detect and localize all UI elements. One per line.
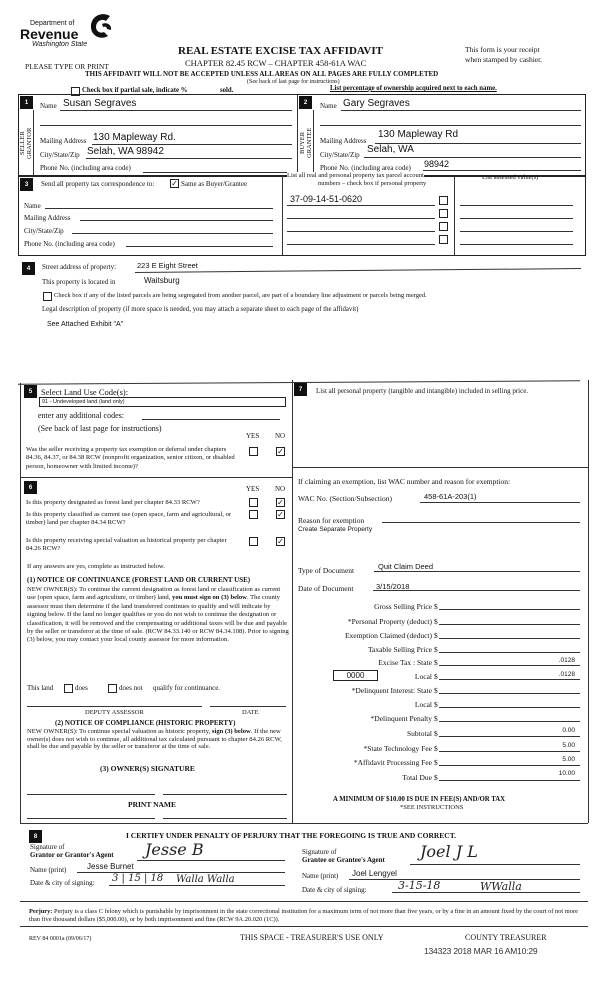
- minimum-due-note: A MINIMUM OF $10.00 IS DUE IN FEE(S) AND/OR TAX: [333, 796, 506, 803]
- fee-line-state-tech[interactable]: [439, 751, 580, 752]
- segregated-checkbox[interactable]: [43, 292, 52, 301]
- seller-name-label: Name: [40, 102, 57, 110]
- corr-city-line[interactable]: [72, 233, 273, 234]
- parcel-line-2[interactable]: [287, 218, 435, 219]
- grantor-sig-label-2: Grantor or Grantor's Agent: [30, 851, 114, 859]
- section-5-badge: 5: [24, 385, 37, 398]
- located-in-value[interactable]: Waitsburg: [144, 276, 180, 285]
- land-use-label: Select Land Use Code(s):: [41, 387, 129, 397]
- s6-question-1: Is this property designated as forest land per chapter 84.33 RCW?: [26, 499, 200, 506]
- notice2-text-b: . If the new owner(s) does not wish to continue, all additional tax calculated pursuant to chapter 84.26 RCW, shall be due and payable by the seller or transferor at the time of sale.: [27, 728, 282, 751]
- legal-description-label: Legal description of property (if more space is needed, you may attach a separate sheet to each page of the affidavit): [42, 306, 359, 313]
- fee-value-excise-local: .0128: [558, 671, 575, 678]
- seller-phone-line: [143, 172, 292, 173]
- qualify-label: qualify for continuance.: [153, 684, 221, 692]
- notice2-bold: sign (3) below: [211, 728, 251, 735]
- reason-label: Reason for exemption: [298, 516, 365, 525]
- grantee-name-line: [349, 879, 580, 880]
- fee-label-delinq-interest-local: Local: [414, 700, 432, 709]
- seller-name-field[interactable]: Susan Segraves: [63, 98, 137, 109]
- corr-name-label: Name: [24, 202, 41, 210]
- buyer-phone-line: [423, 170, 581, 171]
- fee-label-total-due: Total Due: [402, 773, 432, 782]
- additional-codes-line[interactable]: [142, 419, 280, 420]
- dor-swirl-logo-icon: [88, 12, 114, 40]
- s5-no-header: NO: [275, 432, 286, 440]
- notice2-text-a: NEW OWNER(S): To continue special valuation as historic property,: [27, 728, 211, 735]
- logo-line1: Department of: [30, 20, 75, 27]
- local-code-box[interactable]: [333, 670, 378, 681]
- fee-label-gross: Gross Selling Price: [374, 602, 432, 611]
- footer-mid-rule: [20, 926, 588, 927]
- corr-phone-line[interactable]: [126, 246, 273, 247]
- deputy-date-line[interactable]: [210, 706, 286, 707]
- fee-line-personal[interactable]: [439, 624, 580, 625]
- grantor-city-value[interactable]: Walla Walla: [176, 874, 235, 885]
- fee-label-delinq-interest-state: *Delinquent Interest: State: [351, 686, 432, 695]
- receipt-note-2: when stamped by cashier.: [465, 55, 543, 64]
- seller-city-line: [86, 158, 292, 159]
- logo-line2: Revenue: [20, 26, 79, 42]
- dollar-sign: $: [434, 773, 438, 782]
- dor-logo: [20, 12, 120, 52]
- fee-line-exemption[interactable]: [439, 638, 580, 639]
- land-use-value: 91 - Undeveloped land (land only): [42, 399, 125, 405]
- buyer-city-label: City/State/Zip: [320, 151, 360, 159]
- notice1-text-a: NEW OWNER(S): To continue the current designation as forest land or classification as current use (open space, farm and agriculture, or timber) land,: [27, 586, 281, 602]
- local-code-value: 0000: [346, 671, 365, 680]
- assessed-line-2[interactable]: [460, 218, 573, 219]
- buyer-label: BUYER: [299, 131, 306, 155]
- treasurer-stamp: 134323 2018 MAR 16 AM10:29: [424, 946, 538, 956]
- parcel-line-1: [287, 205, 435, 206]
- street-address-label: Street address of property:: [42, 263, 117, 271]
- print-name-label: PRINT NAME: [128, 800, 176, 809]
- this-land-label: This land: [27, 684, 54, 692]
- s6-q3-yes-checkbox[interactable]: [249, 537, 258, 546]
- buyer-mailing-label: Mailing Address: [320, 137, 367, 145]
- partial-sale-label: Check box if partial sale, indicate %: [82, 87, 188, 94]
- buyer-phone-label: Phone No. (including area code): [320, 164, 411, 172]
- located-in-label: This property is located in: [42, 278, 116, 286]
- exemption-intro: If claiming an exemption, list WAC number and reason for exemption:: [298, 477, 511, 486]
- s6-question-3: Is this property receiving special valuation as historical property per chapter 84.26 RCW?: [26, 537, 227, 553]
- see-back-note: (See back of last page for instructions): [247, 79, 340, 85]
- dollar-sign: $: [434, 645, 438, 654]
- fee-line-delinq-penalty[interactable]: [439, 721, 580, 722]
- parcel-personal-checkbox-3[interactable]: [439, 222, 448, 231]
- wac-label: WAC No. (Section/Subsection): [298, 494, 392, 503]
- fee-label-processing: *Affidavit Processing Fee: [353, 758, 432, 767]
- fee-line-subtotal[interactable]: [439, 736, 580, 737]
- assessed-line-4[interactable]: [460, 244, 573, 245]
- fee-line-taxable[interactable]: [439, 652, 580, 653]
- doc-date-line: [373, 590, 580, 591]
- land-does-not-label: does not: [119, 684, 143, 692]
- fee-line-processing[interactable]: [439, 765, 580, 766]
- perjury-text: Perjury is a class C felony which is punishable by imprisonment in the state correctional institution for a maximum term of not more than five years, or by a fine in an amount fixed by the court of not more than five thousand dollars ($5,000.00), or by both imprisonment and fine (RCW 9A.20.020 (1C)).: [29, 908, 578, 923]
- s6-yes-header: YES: [246, 485, 260, 493]
- seller-mailing-field[interactable]: 130 Mapleway Rd.: [93, 132, 176, 143]
- fee-line-delinq-interest-state[interactable]: [439, 693, 580, 694]
- segregated-label: Check box if any of the listed parcels are being segregated from another parcel, are part of a boundary line adjustment or parcels being merged.: [54, 292, 427, 299]
- personal-property-label: List all personal property (tangible and intangible) included in selling price.: [316, 387, 529, 395]
- s6-q1-yes-checkbox[interactable]: [249, 498, 258, 507]
- parcel-personal-checkbox-4[interactable]: [439, 235, 448, 244]
- fee-label-excise-state: Excise Tax : State: [378, 658, 432, 667]
- dollar-sign: $: [434, 758, 438, 767]
- dollar-sign: $: [434, 714, 438, 723]
- s6-q3-no-checkbox[interactable]: ✓: [277, 537, 284, 546]
- fee-value-processing: 5.00: [562, 756, 575, 763]
- section-7-badge: 7: [294, 383, 307, 396]
- parcel-line-4[interactable]: [287, 244, 435, 245]
- section-5-6-divider: [20, 477, 292, 478]
- grantor-name-field[interactable]: Jesse Burnet: [87, 862, 134, 871]
- s5-yes-header: YES: [246, 432, 260, 440]
- certify-statement: I CERTIFY UNDER PENALTY OF PERJURY THAT THE FOREGOING IS TRUE AND CORRECT.: [126, 831, 457, 840]
- exemption-question: Was the seller receiving a property tax exemption or deferral under chapters 84.36, 84.37, or 84.38 RCW (nonprofit organization, senior citizen, or disabled person, homeowner with limited income)?: [26, 446, 235, 470]
- fee-label-subtotal: Subtotal: [406, 729, 432, 738]
- section-6-badge: 6: [24, 481, 37, 494]
- legal-description-value[interactable]: See Attached Exhibit "A": [47, 321, 124, 328]
- corr-phone-label: Phone No. (including area code): [24, 240, 115, 248]
- grantee-city-value[interactable]: WWalla: [480, 880, 522, 893]
- grantor-name-line: [77, 872, 285, 873]
- dollar-sign: $: [434, 729, 438, 738]
- buyer-city-field[interactable]: Selah, WA: [367, 144, 414, 155]
- parcel-assessed-divider: [454, 176, 455, 256]
- buyer-city-line: [364, 157, 581, 158]
- corr-mailing-label: Mailing Address: [24, 214, 71, 222]
- parcel-header-1: List all real and personal property tax parcel account: [287, 172, 424, 179]
- dollar-sign: $: [434, 700, 438, 709]
- dollar-sign: $: [434, 744, 438, 753]
- wac-field[interactable]: 458-61A-203(1): [424, 492, 477, 501]
- grantor-date-value[interactable]: 3 | 15 | 18: [112, 873, 164, 884]
- see-instructions-note: *SEE INSTRUCTIONS: [400, 804, 464, 811]
- section-2-badge: 2: [299, 96, 312, 109]
- seller-mailing-line: [92, 144, 292, 145]
- print-name-line-1[interactable]: [27, 818, 155, 819]
- assessed-line-3[interactable]: [460, 231, 573, 232]
- same-as-buyer-label: Same as Buyer/Grantee: [181, 180, 248, 188]
- perjury-note: [29, 908, 589, 924]
- fee-line-excise-local[interactable]: [439, 679, 580, 680]
- county-treasurer-label: COUNTY TREASURER: [465, 933, 547, 942]
- grantor-signature-line: [137, 860, 285, 861]
- perjury-bold: Perjury:: [29, 908, 53, 915]
- notice-continuance-title: (1) NOTICE OF CONTINUANCE (FOREST LAND OR CURRENT USE): [27, 576, 251, 584]
- grantee-date-line: [392, 892, 580, 893]
- same-as-buyer-checkbox[interactable]: ✓: [171, 179, 178, 188]
- notice-compliance-text: [27, 728, 289, 751]
- land-use-select[interactable]: [39, 397, 286, 407]
- grantor-label: GRANTOR: [26, 127, 33, 159]
- parcel-personal-checkbox-2[interactable]: [439, 209, 448, 218]
- grantee-label: GRANTEE: [306, 127, 313, 159]
- grantee-sig-label-2: Grantee or Grantee's Agent: [302, 856, 385, 864]
- fee-label-exemption: Exemption Claimed (deduct): [344, 631, 432, 640]
- assessed-header: List assessed value(s): [482, 174, 539, 181]
- section-3-badge: 3: [20, 178, 33, 191]
- seller-city-field[interactable]: Selah, WA 98942: [87, 146, 164, 157]
- doc-type-field[interactable]: Quit Claim Deed: [378, 562, 434, 571]
- section-8-badge: 8: [29, 830, 42, 843]
- notice-compliance-title: (2) NOTICE OF COMPLIANCE (HISTORIC PROPERTY): [55, 719, 236, 727]
- form-revision: REV 84 0001a (09/06/17): [29, 936, 92, 942]
- fee-label-personal: *Personal Property (deduct): [347, 617, 432, 626]
- ownership-note: List percentage of ownership acquired next to each name.: [330, 85, 497, 92]
- reason-field[interactable]: Create Separate Property: [298, 526, 373, 533]
- fee-value-total-due: 10.00: [558, 770, 575, 777]
- corr-name-line[interactable]: [45, 208, 273, 209]
- fee-line-excise-state[interactable]: [439, 665, 580, 666]
- grantor-signature[interactable]: Jesse B: [145, 840, 204, 859]
- land-does-label: does: [75, 684, 88, 692]
- fee-line-delinq-interest-local[interactable]: [439, 707, 580, 708]
- fee-value-subtotal: 0.00: [562, 727, 575, 734]
- grantee-sig-label-1: Signature of: [302, 848, 337, 856]
- buyer-phone-field[interactable]: 98942: [424, 159, 450, 169]
- seller-label: SELLER: [19, 131, 26, 155]
- grantee-date-label: Date & city of signing:: [302, 886, 367, 894]
- notice-continuance-text: [27, 586, 289, 645]
- right-col-border: [588, 380, 589, 823]
- doc-date-label: Date of Document: [298, 584, 354, 593]
- buyer-mailing-field[interactable]: 130 Mapleway Rd: [378, 129, 459, 140]
- s6-no-header: NO: [275, 485, 286, 493]
- buyer-side-label: [299, 118, 312, 168]
- form-subtitle: CHAPTER 82.45 RCW – CHAPTER 458-61A WAC: [185, 58, 367, 68]
- dollar-sign: $: [434, 631, 438, 640]
- dollar-sign: $: [434, 658, 438, 667]
- grantee-signature-line: [410, 864, 580, 865]
- dollar-sign: $: [434, 672, 438, 681]
- fee-label-state-tech: *State Technology Fee: [363, 744, 432, 753]
- grantee-date-value[interactable]: 3-15-18: [398, 879, 441, 892]
- seller-phone-label: Phone No. (including area code): [40, 164, 131, 172]
- footer-top-rule: [20, 901, 588, 902]
- dollar-sign: $: [434, 686, 438, 695]
- s5-exemption-yes-checkbox[interactable]: [249, 447, 258, 456]
- grantor-date-line: [109, 885, 285, 886]
- parcel-line-3[interactable]: [287, 231, 435, 232]
- notice1-bold: you must sign on (3) below: [172, 594, 247, 602]
- seller-name-line: [60, 110, 292, 111]
- fee-label-taxable: Taxable Selling Price: [367, 645, 432, 654]
- street-address-line: [135, 268, 581, 273]
- wac-line: [420, 502, 580, 503]
- buyer-name-line: [341, 110, 581, 111]
- fee-line-gross[interactable]: [439, 609, 580, 610]
- doc-type-line: [374, 571, 580, 572]
- personal-property-bottom: [292, 467, 588, 468]
- owner-signature-line-1[interactable]: [27, 794, 155, 795]
- fee-value-excise-state: .0128: [558, 657, 575, 664]
- fee-label-excise-local: Local: [414, 672, 432, 681]
- please-type-note: PLEASE TYPE OR PRINT: [25, 62, 109, 71]
- seller-side-label: [19, 118, 32, 168]
- fee-value-state-tech: 5.00: [562, 742, 575, 749]
- corr-city-label: City/State/Zip: [24, 227, 64, 235]
- send-correspondence-label: Send all property tax correspondence to:: [41, 180, 155, 188]
- grantor-sig-label-1: Signature of: [30, 843, 65, 851]
- fee-label-delinq-penalty: *Delinquent Penalty: [370, 714, 432, 723]
- grantee-name-label: Name (print): [302, 872, 339, 880]
- s5-exemption-no-checkbox[interactable]: ✓: [277, 447, 284, 456]
- s6-q1-no-checkbox[interactable]: ✓: [277, 498, 284, 507]
- land-does-not-checkbox[interactable]: [108, 684, 117, 693]
- completion-warning: THIS AFFIDAVIT WILL NOT BE ACCEPTED UNLESS ALL AREAS ON ALL PAGES ARE FULLY COMPLETED: [85, 70, 439, 78]
- deputy-date-label: DATE: [242, 709, 259, 716]
- seller-side-divider: [33, 110, 34, 176]
- land-does-checkbox[interactable]: [64, 684, 73, 693]
- doc-date-field[interactable]: 3/15/2018: [376, 582, 410, 591]
- seller-mailing-label: Mailing Address: [40, 137, 87, 145]
- s6-q2-yes-checkbox[interactable]: [249, 510, 258, 519]
- section-4-badge: 4: [22, 262, 35, 275]
- fee-line-total-due[interactable]: [439, 780, 580, 781]
- buyer-side-divider: [313, 110, 314, 176]
- treasurer-use-label: THIS SPACE - TREASURER'S USE ONLY: [240, 933, 384, 942]
- owner-signature-line-2[interactable]: [163, 794, 287, 795]
- doc-type-label: Type of Document: [298, 566, 355, 575]
- middle-divider: [292, 380, 293, 823]
- deputy-assessor-line[interactable]: [27, 706, 202, 707]
- section-1-badge: 1: [20, 96, 33, 109]
- logo-line3: Washington State: [32, 41, 88, 48]
- receipt-note-1: This form is your receipt: [465, 45, 540, 54]
- grantor-name-label: Name (print): [30, 866, 67, 874]
- partial-sale-suffix: sold.: [220, 87, 234, 94]
- section-divider: [297, 94, 298, 176]
- grantor-date-label: Date & city of signing:: [30, 879, 95, 887]
- grantee-signature[interactable]: Joel J L: [420, 842, 478, 861]
- print-name-line-2[interactable]: [163, 818, 287, 819]
- dollar-sign: $: [434, 602, 438, 611]
- section-8-top-rule: [20, 823, 588, 824]
- parcel-number-1[interactable]: 37-09-14-51-0620: [290, 194, 363, 204]
- street-address-field[interactable]: 223 E Eight Street: [137, 261, 198, 270]
- notice1-text-b: . The county assessor must then determine if the land transferred continues to qualify and will indicate by signing below. If the land no longer qualifies or you do not wish to continue the designation or classification, it will be removed and the compensating or additional taxes will be due and payable by the seller or transferor at the time of sale. (RCW 84.33.140 or RCW 84.34.108). Prior to signing (3) below, you may contact your local county assessor for more information.: [27, 594, 289, 644]
- if-yes-note: If any answers are yes, complete as instructed below.: [27, 563, 165, 570]
- reason-line: [382, 522, 580, 523]
- left-col-border: [20, 383, 21, 823]
- s6-question-2: Is this property classified as current use (open space, farm and agricultural, or timber) land per chapter 84.34 RCW?: [26, 511, 232, 527]
- buyer-name-line-2: [320, 125, 581, 126]
- buyer-name-label: Name: [320, 102, 337, 110]
- corr-mailing-line[interactable]: [80, 220, 273, 221]
- seller-name-line-2: [40, 125, 292, 126]
- parcel-personal-checkbox-1[interactable]: [439, 196, 448, 205]
- parcel-header-2: numbers – check box if personal property: [318, 180, 427, 187]
- seller-city-label: City/State/Zip: [40, 151, 80, 159]
- additional-codes-label: enter any additional codes:: [38, 411, 124, 420]
- form-title: REAL ESTATE EXCISE TAX AFFIDAVIT: [178, 45, 383, 57]
- dollar-sign: $: [434, 617, 438, 626]
- assessed-line-1[interactable]: [460, 205, 573, 206]
- land-use-see-back: (See back of last page for instructions): [38, 424, 162, 433]
- owner-signature-title: (3) OWNER(S) SIGNATURE: [100, 764, 195, 773]
- s6-q2-no-checkbox[interactable]: ✓: [277, 510, 284, 519]
- grantee-name-field[interactable]: Joel Lengyel: [352, 869, 397, 878]
- buyer-name-field[interactable]: Gary Segraves: [343, 98, 410, 109]
- deputy-assessor-label: DEPUTY ASSESSOR: [85, 709, 144, 716]
- section-3-divider: [282, 176, 283, 256]
